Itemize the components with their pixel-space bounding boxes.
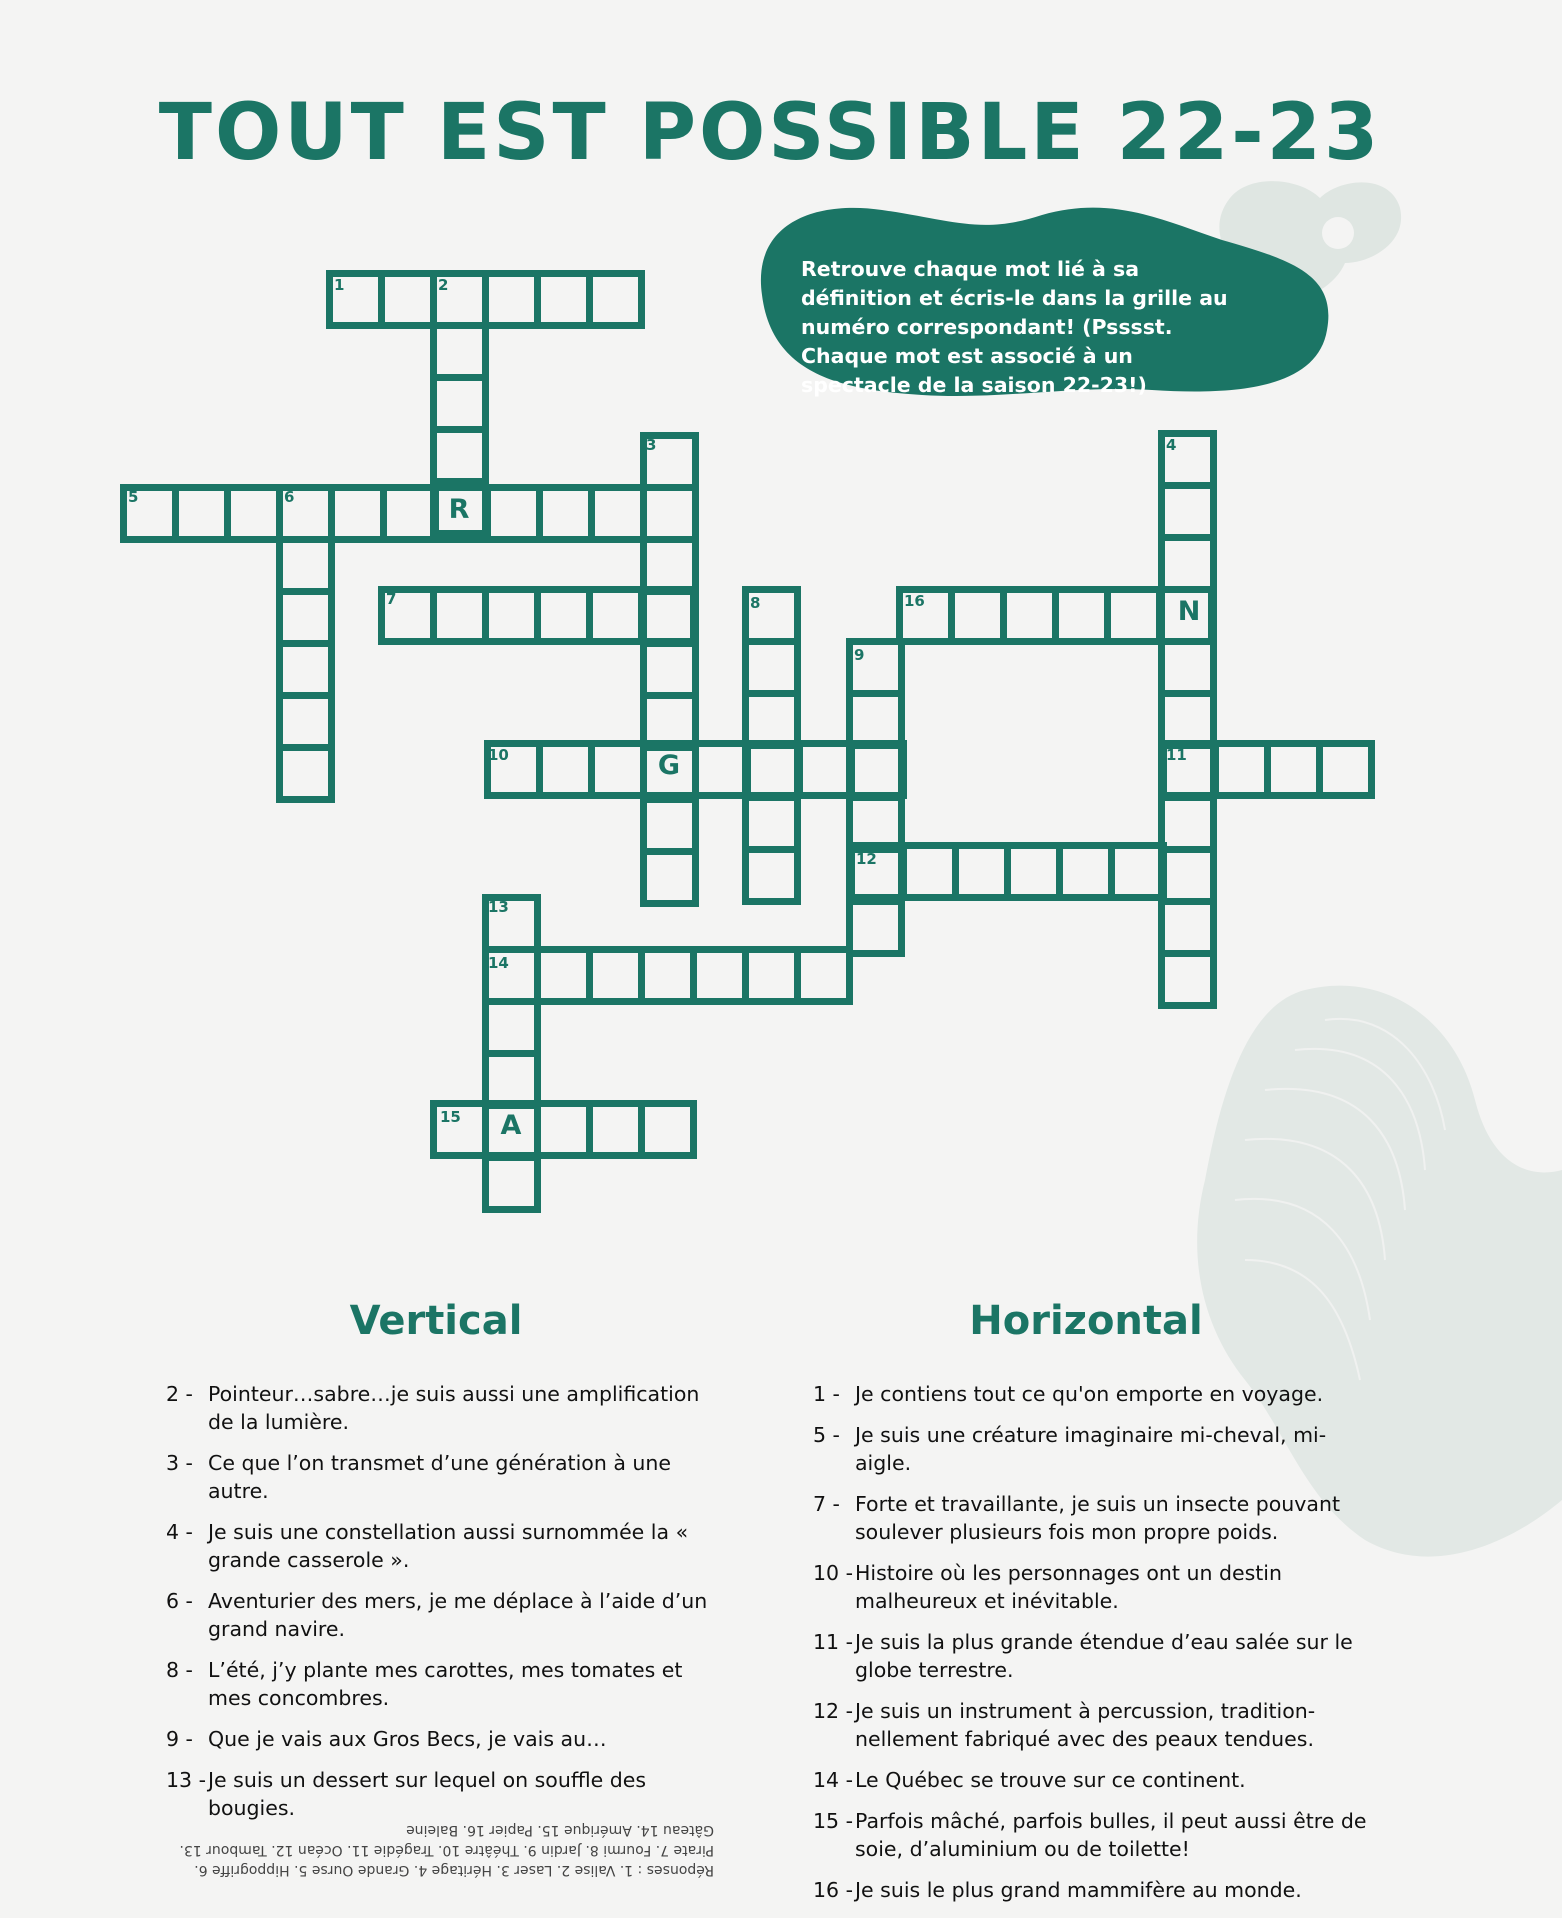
grid-cell[interactable]	[536, 484, 595, 543]
grid-cell[interactable]	[640, 796, 699, 855]
grid-cell[interactable]	[846, 898, 905, 957]
vertical-clue	[166, 1766, 726, 1822]
grid-cell[interactable]	[848, 740, 907, 799]
grid-cell[interactable]	[1000, 586, 1059, 645]
grid-cell[interactable]	[172, 484, 231, 543]
clue-text: Je suis une créature imaginaire mi-cheval, mi-aigle.	[855, 1423, 1327, 1475]
grid-cell[interactable]	[534, 946, 593, 1005]
grid-cell[interactable]	[640, 484, 699, 543]
grid-cell[interactable]	[588, 484, 647, 543]
clue-text: Pointeur…sabre…je suis aussi une amplification de la lumière.	[208, 1382, 700, 1434]
grid-cell[interactable]	[534, 270, 593, 329]
grid-cell[interactable]	[1158, 898, 1217, 957]
clue-number: 4 -	[166, 1520, 193, 1544]
grid-cell[interactable]	[276, 588, 335, 647]
grid-cell[interactable]	[224, 484, 283, 543]
grid-cell[interactable]	[328, 484, 387, 543]
clue-number: 12 -	[813, 1699, 853, 1723]
clue-text: Aventurier des mers, je me déplace à l’aide d’un grand navire.	[208, 1589, 708, 1641]
horizontal-heading: Horizontal	[969, 1298, 1203, 1344]
clue-number: 5 -	[813, 1423, 840, 1447]
clue-text: Le Québec se trouve sur ce continent.	[855, 1768, 1246, 1792]
clue-number: 13 -	[166, 1768, 206, 1792]
clue-number-8: 8	[750, 594, 761, 612]
grid-cell[interactable]	[742, 846, 801, 905]
clue-number-11: 11	[1166, 746, 1187, 764]
horizontal-clue	[813, 1421, 1373, 1477]
grid-cell[interactable]	[742, 794, 801, 853]
clue-text: Je suis une constellation aussi surnommée la « grande casserole ».	[208, 1520, 689, 1572]
grid-cell[interactable]	[742, 946, 801, 1005]
page-title: TOUT EST POSSIBLE 22-23	[158, 88, 1382, 178]
grid-cell[interactable]	[690, 946, 749, 1005]
clue-number-15: 15	[440, 1108, 461, 1126]
grid-cell[interactable]	[794, 946, 853, 1005]
grid-cell[interactable]	[482, 1154, 541, 1213]
horizontal-clue	[813, 1559, 1373, 1615]
grid-cell[interactable]	[1004, 842, 1063, 901]
clue-number-16: 16	[904, 592, 925, 610]
grid-cell[interactable]	[948, 586, 1007, 645]
horizontal-clues	[813, 1380, 1373, 1917]
grid-cell[interactable]	[586, 946, 645, 1005]
grid-cell[interactable]	[1212, 740, 1271, 799]
clue-number-4: 4	[1166, 436, 1177, 454]
clue-number-5: 5	[128, 488, 139, 506]
horizontal-clue	[813, 1490, 1373, 1546]
vertical-clue	[166, 1449, 726, 1505]
clue-text: Je contiens tout ce qu'on emporte en voyage.	[855, 1382, 1324, 1406]
grid-cell[interactable]	[952, 842, 1011, 901]
grid-cell[interactable]	[586, 270, 645, 329]
grid-cell[interactable]	[638, 1100, 697, 1159]
grid-cell[interactable]	[692, 740, 751, 799]
grid-cell[interactable]	[638, 586, 697, 645]
grid-cell[interactable]	[276, 744, 335, 803]
vertical-clue	[166, 1518, 726, 1574]
clue-number: 1 -	[813, 1382, 840, 1406]
clue-text: Je suis le plus grand mammifère au monde.	[855, 1878, 1302, 1902]
grid-cell[interactable]	[640, 848, 699, 907]
clue-text: Je suis un dessert sur lequel on souffle des bougies.	[208, 1768, 647, 1820]
grid-cell[interactable]	[276, 640, 335, 699]
grid-cell[interactable]	[534, 1100, 593, 1159]
grid-cell[interactable]	[430, 374, 489, 433]
clue-number: 9 -	[166, 1727, 193, 1751]
grid-cell[interactable]	[638, 946, 697, 1005]
given-letter-n: N	[1177, 596, 1201, 627]
clue-text: Parfois mâché, parfois bulles, il peut aussi être de soie, d’aluminium ou de toilette!	[855, 1809, 1367, 1861]
horizontal-clue	[813, 1807, 1373, 1863]
given-letter-a: A	[500, 1110, 522, 1141]
grid-cell[interactable]	[482, 998, 541, 1057]
clue-number: 3 -	[166, 1451, 193, 1475]
grid-cell[interactable]	[430, 322, 489, 381]
grid-cell[interactable]	[276, 692, 335, 751]
grid-cell[interactable]	[586, 1100, 645, 1159]
given-letter-r: R	[448, 494, 470, 525]
grid-cell[interactable]	[380, 484, 439, 543]
grid-cell[interactable]	[482, 586, 541, 645]
grid-cell[interactable]	[378, 270, 437, 329]
grid-cell[interactable]	[1316, 740, 1375, 799]
grid-cell[interactable]	[1158, 638, 1217, 697]
grid-cell[interactable]	[1108, 842, 1167, 901]
clue-number-2: 2	[438, 276, 449, 294]
grid-cell[interactable]	[742, 638, 801, 697]
vertical-clues	[166, 1380, 726, 1835]
clue-number: 16 -	[813, 1878, 853, 1902]
answers-upside-down: Réponses : 1. Valise 2. Laser 3. Héritage 4. Grande Ourse 5. Hippogriffe 6. Pirate 7. Fourmi 8. Jardin 9. Théâtre 10. Tragédie 11. Océan 12. Tambour 13. Gâteau 14. Amérique 15. Papier 16. Baleine	[179, 1822, 714, 1878]
given-letter-g: G	[657, 750, 681, 781]
clue-text: L’été, j’y plante mes carottes, mes tomates et mes concombres.	[208, 1658, 683, 1710]
grid-cell[interactable]	[482, 270, 541, 329]
grid-cell[interactable]	[484, 484, 543, 543]
grid-cell[interactable]	[1158, 534, 1217, 593]
vertical-clue	[166, 1656, 726, 1712]
vertical-clue	[166, 1380, 726, 1436]
clue-number-7: 7	[386, 590, 397, 608]
clue-number: 7 -	[813, 1492, 840, 1516]
grid-cell[interactable]	[1158, 950, 1217, 1009]
grid-cell[interactable]	[430, 426, 489, 485]
clue-number: 15 -	[813, 1809, 853, 1833]
grid-cell[interactable]	[796, 740, 855, 799]
clue-number-9: 9	[854, 646, 865, 664]
grid-cell[interactable]	[744, 740, 803, 799]
vertical-clue	[166, 1725, 726, 1753]
clue-number: 10 -	[813, 1561, 853, 1585]
clue-number-13: 13	[488, 898, 509, 916]
clue-text: Forte et travaillante, je suis un insecte pouvant soulever plusieurs fois mon propre poids.	[855, 1492, 1340, 1544]
horizontal-clue	[813, 1766, 1373, 1794]
grid-cell[interactable]	[536, 740, 595, 799]
clue-number-10: 10	[488, 746, 509, 764]
clue-text: Je suis un instrument à percussion, tradition-nellement fabriqué avec des peaux tendues.	[855, 1699, 1316, 1751]
clue-number-6: 6	[284, 488, 295, 506]
grid-cell[interactable]	[1158, 482, 1217, 541]
clue-text: Histoire où les personnages ont un destin malheureux et inévitable.	[855, 1561, 1282, 1613]
clue-number: 2 -	[166, 1382, 193, 1406]
grid-cell[interactable]	[1052, 586, 1111, 645]
vertical-clue	[166, 1587, 726, 1643]
grid-cell[interactable]	[640, 640, 699, 699]
clue-text: Je suis la plus grande étendue d’eau salée sur le globe terrestre.	[855, 1630, 1353, 1682]
grid-cell[interactable]	[900, 842, 959, 901]
grid-cell[interactable]	[586, 586, 645, 645]
clue-number-12: 12	[856, 850, 877, 868]
clue-number-3: 3	[646, 436, 657, 454]
clue-text: Que je vais aux Gros Becs, je vais au…	[208, 1727, 607, 1751]
grid-cell[interactable]	[430, 586, 489, 645]
horizontal-clue	[813, 1876, 1373, 1904]
grid-cell[interactable]	[1104, 586, 1163, 645]
vertical-heading: Vertical	[349, 1298, 523, 1344]
grid-cell[interactable]	[1264, 740, 1323, 799]
horizontal-clue	[813, 1628, 1373, 1684]
clue-number: 14 -	[813, 1768, 853, 1792]
clue-number: 6 -	[166, 1589, 193, 1613]
horizontal-clue	[813, 1380, 1373, 1408]
clue-number: 8 -	[166, 1658, 193, 1682]
grid-cell[interactable]	[276, 536, 335, 595]
grid-cell[interactable]	[534, 586, 593, 645]
clue-number-1: 1	[334, 276, 345, 294]
clue-text: Ce que l’on transmet d’une génération à une autre.	[208, 1451, 672, 1503]
clue-number-14: 14	[488, 954, 509, 972]
horizontal-clue	[813, 1697, 1373, 1753]
instructions-text: Retrouve chaque mot lié à sa définition et écris-le dans la grille au numéro correspondant! (Psssst. Chaque mot est associé à un spectacle de la saison 22-23!)	[801, 257, 1228, 397]
clue-number: 11 -	[813, 1630, 853, 1654]
grid-cell[interactable]	[588, 740, 647, 799]
grid-cell[interactable]	[1056, 842, 1115, 901]
